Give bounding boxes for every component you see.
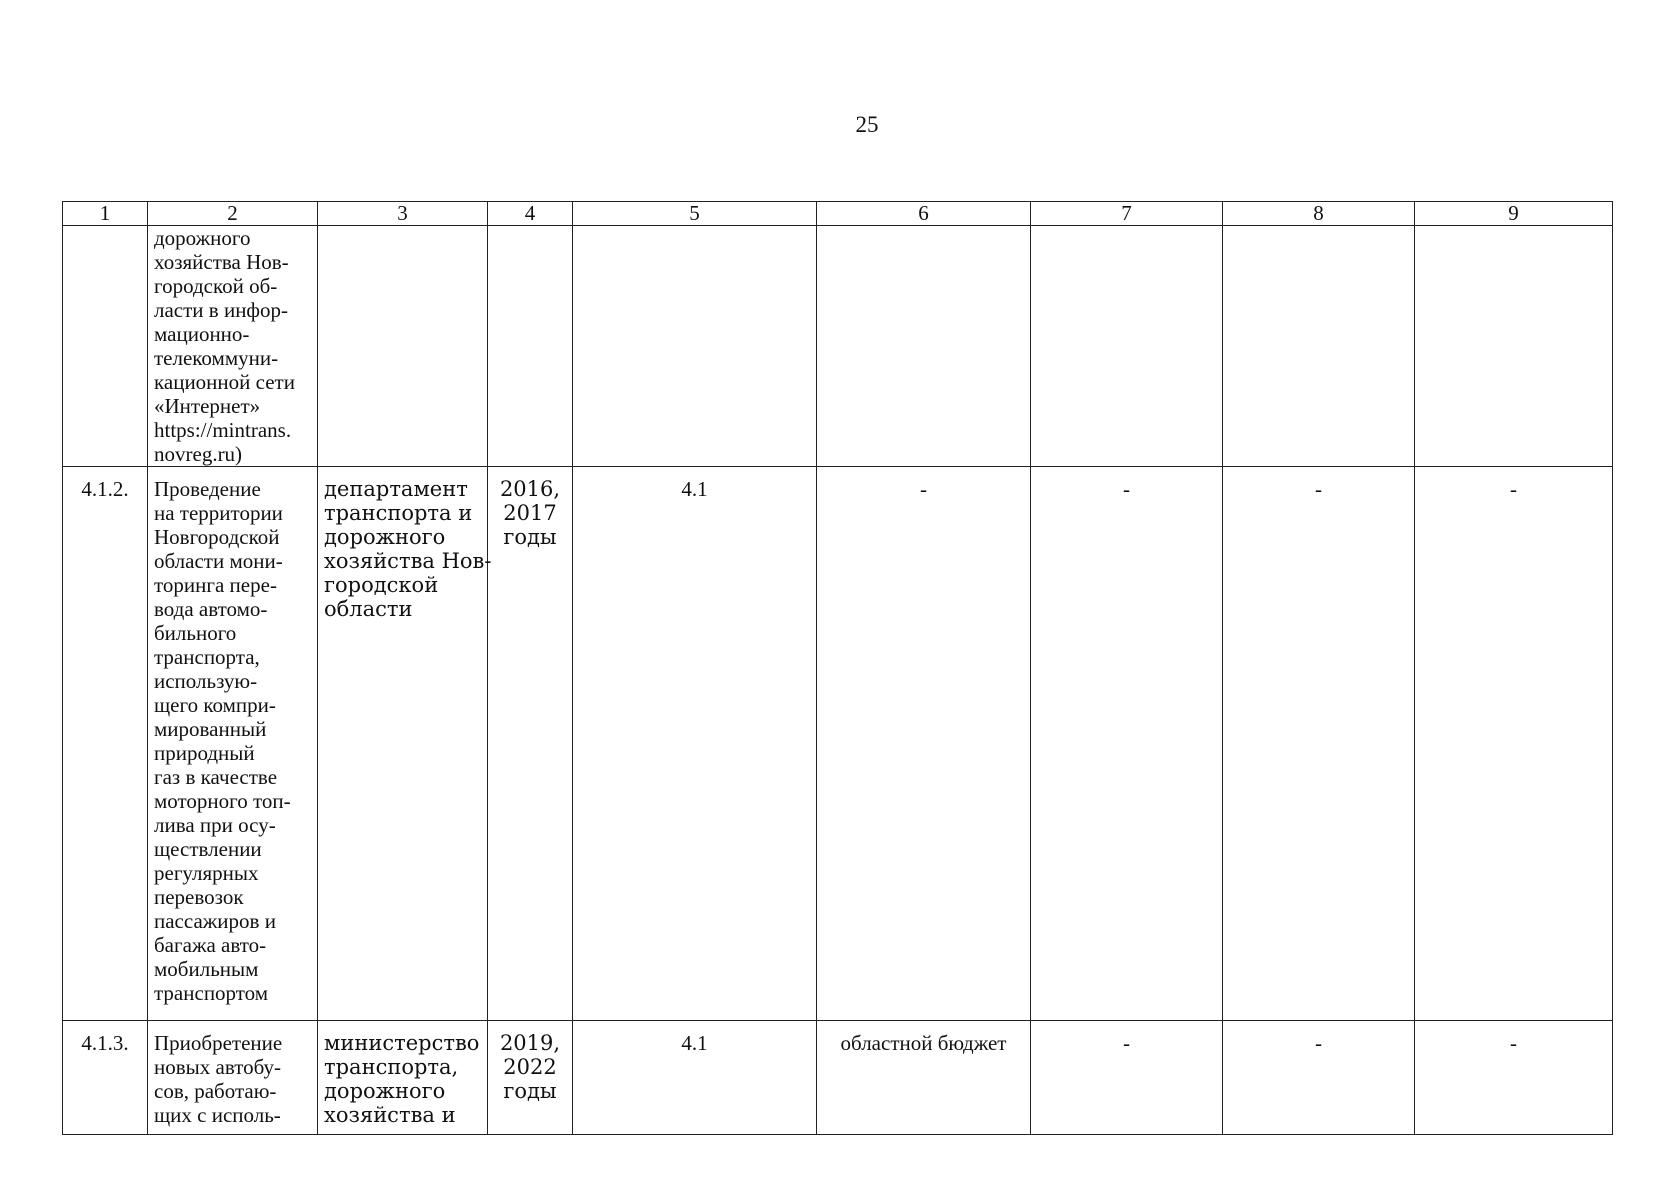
description-line: мобильным	[154, 957, 259, 981]
description-line: ласти в инфор-	[154, 298, 289, 322]
period-cell	[488, 467, 573, 1021]
column-number-1: 1	[63, 202, 148, 226]
description-line: транспорта,	[154, 645, 260, 669]
description-line: Приобретение	[154, 1031, 283, 1055]
description-line: природный	[154, 741, 255, 765]
description-line: хозяйства Нов-	[154, 250, 289, 274]
funding-source-cell: областной бюджет	[817, 1021, 1031, 1135]
column-9-cell: -	[1415, 467, 1613, 1021]
description-line: новых автобу-	[154, 1055, 282, 1079]
description-line: регулярных	[154, 861, 259, 885]
period-cell	[488, 1021, 573, 1135]
description-line: транспортом	[154, 981, 269, 1005]
measure-number-cell: 4.1.3.	[63, 1021, 148, 1135]
table-row	[63, 1021, 1613, 1135]
description-line: Новгородской	[154, 525, 280, 549]
column-9-cell: -	[1415, 1021, 1613, 1135]
measure-number-cell: 4.1.2.	[63, 467, 148, 1021]
period-line: годы	[503, 1079, 557, 1103]
period-cell	[488, 226, 573, 467]
description-line: вода автомо-	[154, 597, 268, 621]
executor-line: дорожного	[324, 525, 446, 549]
column-number-8: 8	[1223, 202, 1415, 226]
executor-line: дорожного	[324, 1079, 446, 1103]
column-7-cell	[1031, 226, 1223, 467]
description-line: novreg.ru)	[154, 442, 243, 466]
description-line: телекоммуни-	[154, 346, 279, 370]
description-line: мированный	[154, 717, 267, 741]
description-line: на территории	[154, 501, 283, 525]
period-line: годы	[503, 525, 557, 549]
description-line: ществлении	[154, 837, 262, 861]
column-number-4: 4	[488, 202, 573, 226]
column-number-7: 7	[1031, 202, 1223, 226]
column-number-row	[63, 202, 1613, 226]
column-8-cell: -	[1223, 1021, 1415, 1135]
executor-line: области	[324, 597, 413, 621]
funding-source-cell: -	[817, 467, 1031, 1021]
column-9-cell	[1415, 226, 1613, 467]
column-number-9: 9	[1415, 202, 1613, 226]
period-line: 2019,	[499, 1031, 561, 1055]
page-number: 25	[855, 112, 879, 137]
description-line: моторного топ-	[154, 789, 291, 813]
description-line: городской об-	[154, 274, 278, 298]
description-line: лива при осу-	[154, 813, 276, 837]
indicator-cell	[573, 226, 817, 467]
description-line: багажа авто-	[154, 933, 267, 957]
description-line: бильного	[154, 621, 237, 645]
description-line: «Интернет»	[154, 394, 261, 418]
column-8-cell	[1223, 226, 1415, 467]
executor-line: транспорта и	[324, 501, 473, 525]
executor-line: городской	[324, 573, 439, 597]
funding-source-cell	[817, 226, 1031, 467]
description-line: щего компри-	[154, 693, 276, 717]
column-number-2: 2	[148, 202, 318, 226]
executor-line: министерство	[324, 1031, 480, 1055]
description-line: щих с исполь-	[154, 1103, 281, 1127]
column-number-3: 3	[318, 202, 488, 226]
measure-description-cell	[148, 1021, 318, 1135]
column-8-cell: -	[1223, 467, 1415, 1021]
table-row	[63, 226, 1613, 467]
table-row	[63, 467, 1613, 1021]
measure-description-cell	[148, 467, 318, 1021]
indicator-cell: 4.1	[573, 1021, 817, 1135]
description-line: области мони-	[154, 549, 283, 573]
executor-line: хозяйства Нов-	[324, 549, 492, 573]
description-line: использую-	[154, 669, 258, 693]
description-line: перевозок	[154, 885, 244, 909]
column-number-6: 6	[817, 202, 1031, 226]
description-line: мационно-	[154, 322, 250, 346]
executor-cell	[318, 467, 492, 1021]
period-line: 2022	[503, 1055, 557, 1079]
description-line: торинга пере-	[154, 573, 277, 597]
description-line: сов, работаю-	[154, 1079, 277, 1103]
program-measures-table	[62, 201, 1613, 1135]
column-7-cell: -	[1031, 1021, 1223, 1135]
description-line: Проведение	[154, 477, 261, 501]
measure-description-cell	[148, 226, 318, 467]
executor-cell	[318, 226, 488, 467]
executor-line: департамент	[324, 477, 468, 501]
description-line: пассажиров и	[154, 909, 276, 933]
indicator-cell: 4.1	[573, 467, 817, 1021]
measure-number-cell	[63, 226, 148, 467]
period-line: 2016,	[499, 477, 561, 501]
executor-line: хозяйства и	[324, 1103, 456, 1127]
column-7-cell: -	[1031, 467, 1223, 1021]
description-line: https://mintrans.	[154, 418, 292, 442]
description-line: дорожного	[154, 226, 251, 250]
period-line: 2017	[503, 501, 557, 525]
column-number-5: 5	[573, 202, 817, 226]
description-line: кационной сети	[154, 370, 295, 394]
description-line: газ в качестве	[154, 765, 278, 789]
executor-cell	[318, 1021, 488, 1135]
executor-line: транспорта,	[324, 1055, 459, 1079]
